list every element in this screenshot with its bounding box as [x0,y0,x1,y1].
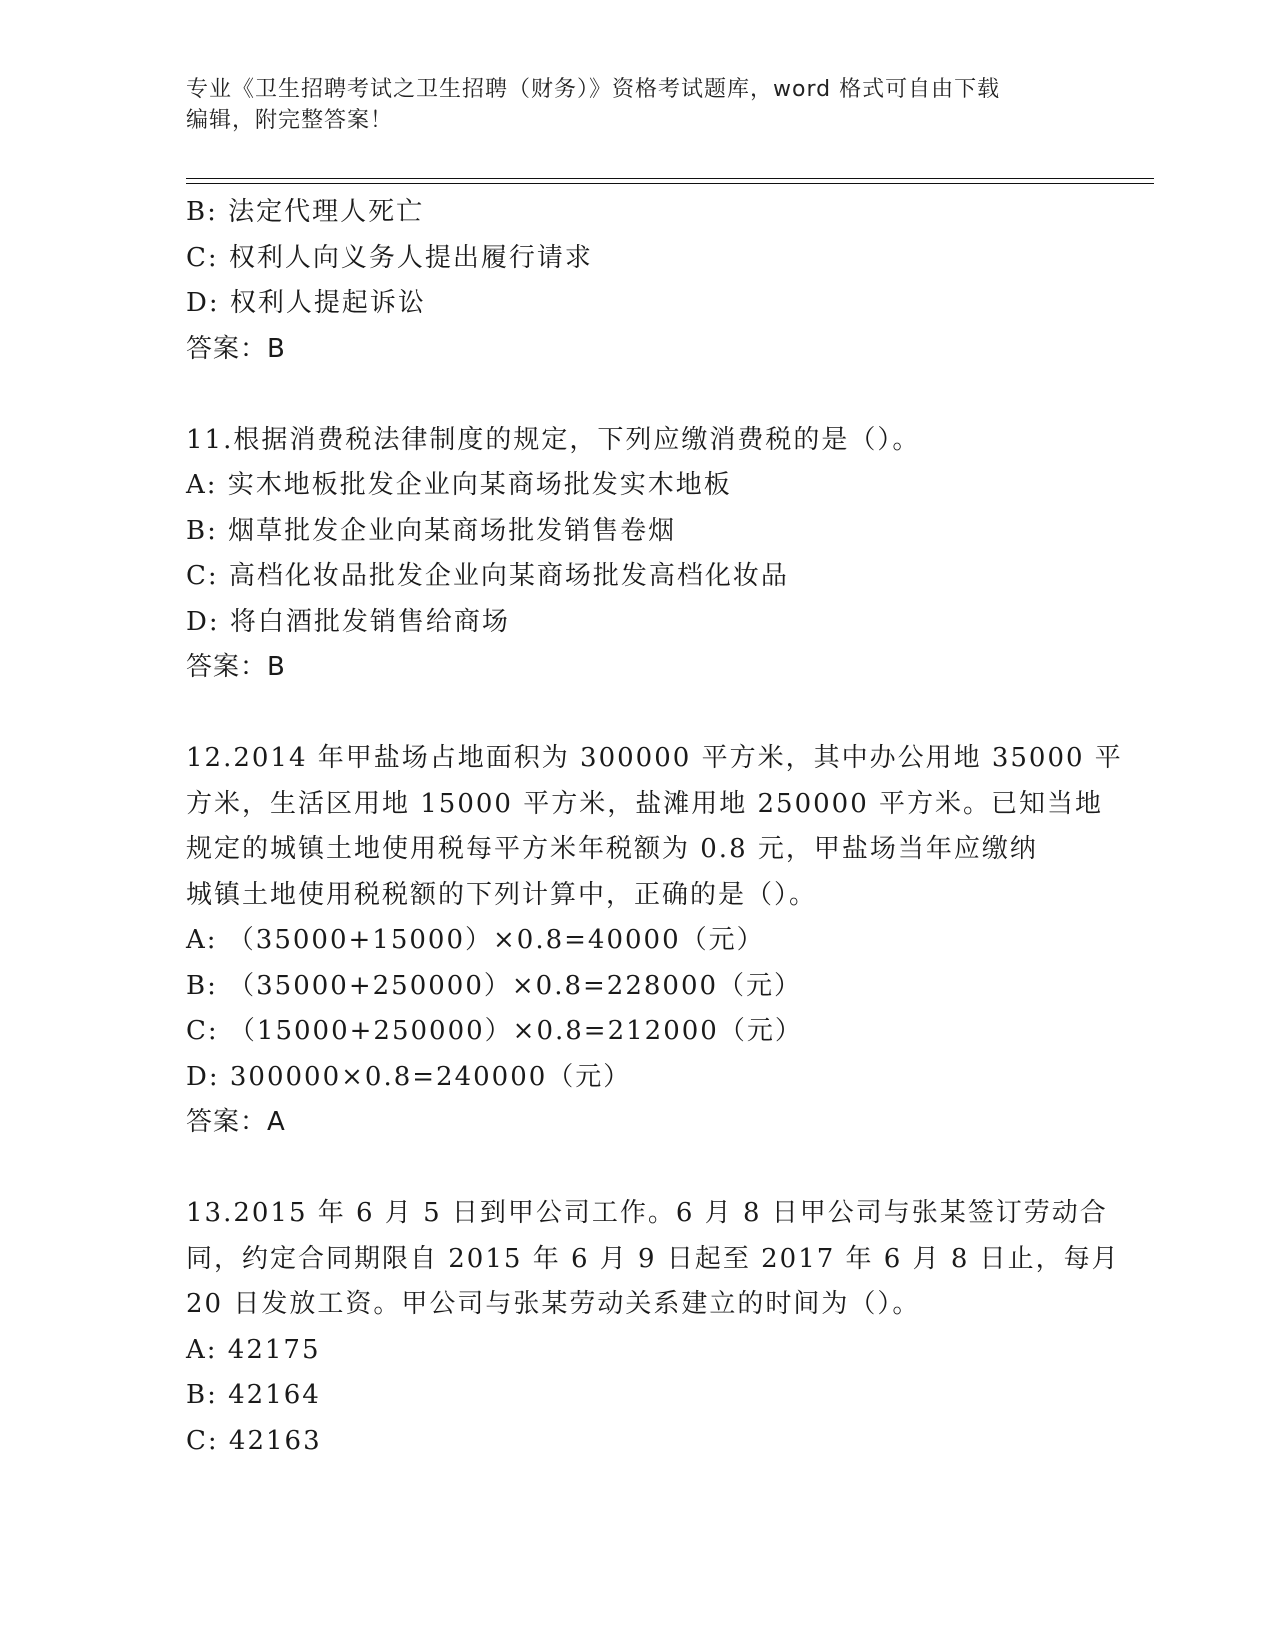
stem-line: 规定的城镇土地使用税每平方米年税额为 0.8 元，甲盐场当年应缴纳 [186,834,1038,864]
spacer [186,1146,1086,1192]
option-d: D: 300000×0.8=240000（元） [186,1061,632,1092]
question-13 [186,1191,1120,1464]
stem-line: 城镇土地使用税税额的下列计算中，正确的是（）。 [186,879,818,910]
option-b: B: （35000+250000）×0.8=228000（元） [186,970,803,1001]
answer-line: 答案：A [186,1107,286,1137]
question-11 [186,418,1086,691]
header-line-1: 专业《卫生招聘考试之卫生招聘（财务）》资格考试题库，word 格式可自由下载 [186,77,1001,102]
stem-line: 同，约定合同期限自 2015 年 6 月 9 日起至 2017 年 6 月 8 日止，每月 [186,1243,1120,1274]
header-line-2: 编辑，附完整答案！ [186,108,394,133]
stem-line: 11.根据消费税法律制度的规定，下列应缴消费税的是（）。 [186,424,921,455]
question-10-tail [186,190,1086,372]
answer-line: 答案：B [186,652,286,682]
question-stem [186,1191,1120,1328]
option-d: D: 权利人提起诉讼 [186,288,426,318]
option-c: C: 42163 [186,1425,322,1456]
question-stem [186,418,1086,464]
option-b: B: 法定代理人死亡 [186,197,425,227]
option-a: A: 实木地板批发企业向某商场批发实木地板 [186,470,732,500]
header-divider-top [186,178,1154,179]
question-stem [186,736,1123,918]
option-c: C: 权利人向义务人提出履行请求 [186,242,593,273]
option-c: C: （15000+250000）×0.8=212000（元） [186,1016,803,1046]
question-12 [186,736,1123,1146]
stem-line: 12.2014 年甲盐场占地面积为 300000 平方米，其中办公用地 35000 平 [186,743,1123,773]
stem-line: 20 日发放工资。甲公司与张某劳动关系建立的时间为（）。 [186,1289,921,1319]
stem-line: 方米，生活区用地 15000 平方米，盐滩用地 250000 平方米。已知当地 [186,788,1104,819]
option-d: D: 将白酒批发销售给商场 [186,606,510,637]
header-divider-bottom [186,183,1154,184]
stem-line: 13.2015 年 6 月 5 日到甲公司工作。6 月 8 日甲公司与张某签订劳动合 [186,1198,1108,1228]
document-header [186,74,1086,136]
option-a: A: （35000+15000）×0.8=40000（元） [186,925,765,955]
option-b: B: 烟草批发企业向某商场批发销售卷烟 [186,515,677,546]
answer-line: 答案：B [186,333,286,364]
option-c: C: 高档化妆品批发企业向某商场批发高档化妆品 [186,561,789,591]
option-b: B: 42164 [186,1380,321,1410]
option-a: A: 42175 [186,1334,321,1365]
question-list [186,190,1123,1464]
spacer [186,372,1086,418]
spacer [186,691,1086,737]
